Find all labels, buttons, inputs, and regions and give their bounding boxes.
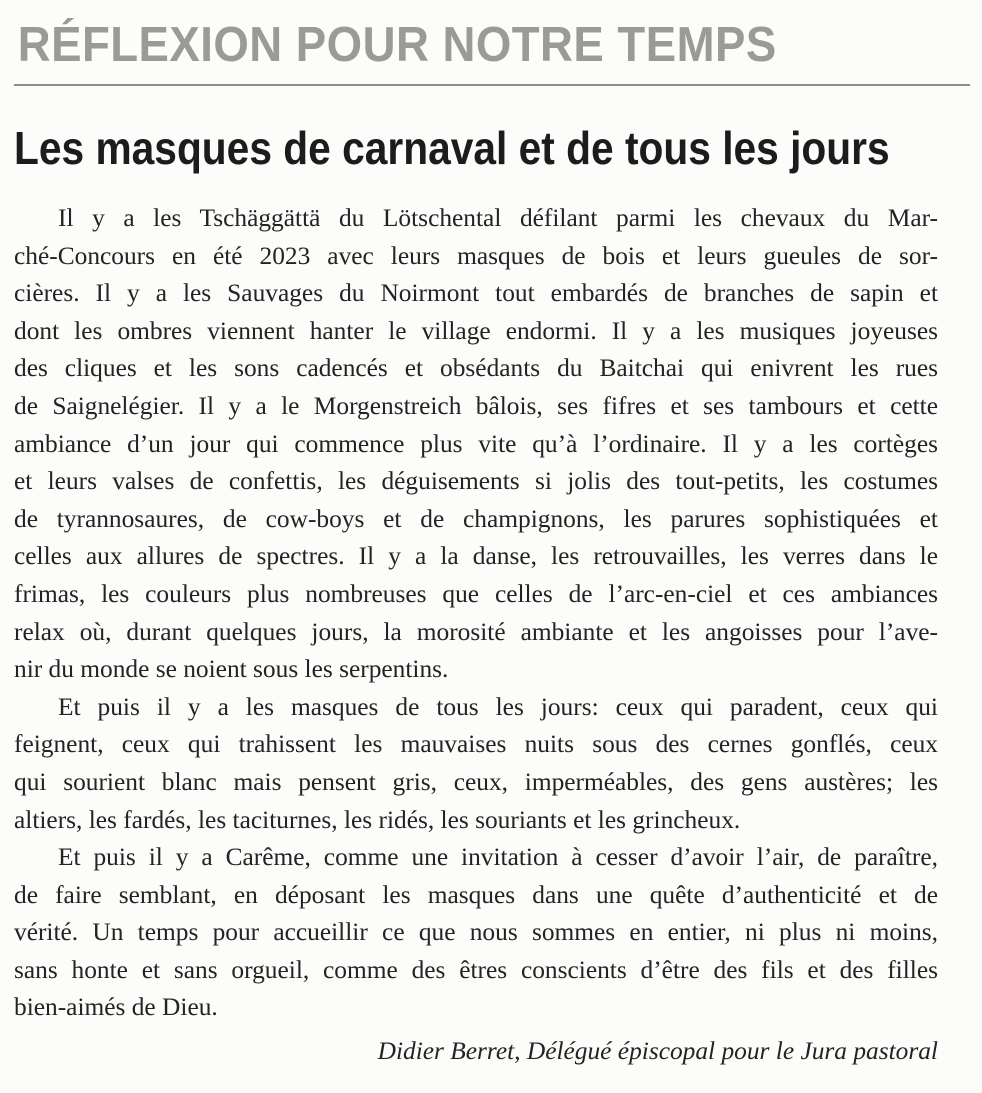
section-rubric: RÉFLEXION POUR NOTRE TEMPS <box>17 18 777 72</box>
rubric-divider <box>14 84 970 86</box>
text-line: feignent, ceux qui trahissent les mauvaises nuits sous des cernes gonflés, ceux <box>14 730 938 759</box>
text-line: de tyrannosaures, de cow-boys et de champignons, les parures sophistiquées et <box>14 504 938 533</box>
text-line: bien-aimés de Dieu. <box>14 993 218 1022</box>
text-line: nir du monde se noient sous les serpentins. <box>14 655 449 684</box>
text-line: Et puis il y a les masques de tous les jours: ceux qui paradent, ceux qui <box>58 692 938 721</box>
article-headline: Les masques de carnaval et de tous les jours <box>14 122 890 174</box>
paragraph-1 <box>14 200 938 689</box>
text-line: Il y a les Tschäggättä du Lötschental défilant parmi les chevaux du Mar- <box>58 204 938 232</box>
text-line: qui sourient blanc mais pensent gris, ceux, imperméables, des gens austères; les <box>14 767 938 796</box>
text-line: ambiance d’un jour qui commence plus vite qu’à l’ordinaire. Il y a les cortèges <box>14 429 938 458</box>
text-line: altiers, les fardés, les taciturnes, les ridés, les souriants et les grincheux. <box>14 805 741 834</box>
text-line: celles aux allures de spectres. Il y a la danse, les retrouvailles, les verres dans le <box>14 542 938 571</box>
article-body <box>14 200 938 1027</box>
text-line: relax où, durant quelques jours, la morosité ambiante et les angoisses pour l’ave- <box>14 617 938 646</box>
text-line: vérité. Un temps pour accueillir ce que nous sommes en entier, ni plus ni moins, <box>14 918 938 947</box>
text-line: dont les ombres viennent hanter le village endormi. Il y a les musiques joyeuses <box>14 316 938 345</box>
text-line: ché-Concours en été 2023 avec leurs masques de bois et leurs gueules de sor- <box>14 241 938 270</box>
paragraph-2 <box>14 689 938 839</box>
paragraph-3 <box>14 839 938 1027</box>
text-line: cières. Il y a les Sauvages du Noirmont tout embardés de branches de sapin et <box>14 279 938 308</box>
text-line: et leurs valses de confettis, les déguisements si jolis des tout-petits, les costumes <box>14 467 938 496</box>
text-line: sans honte et sans orgueil, comme des êtres conscients d’être des fils et des filles <box>14 955 938 984</box>
author-signature: Didier Berret, Délégué épiscopal pour le Jura pastoral <box>377 1037 938 1066</box>
text-line: de Saignelégier. Il y a le Morgenstreich bâlois, ses fifres et ses tambours et cette <box>14 391 938 420</box>
text-line: frimas, les couleurs plus nombreuses que celles de l’arc-en-ciel et ces ambiances <box>14 579 938 608</box>
text-line: des cliques et les sons cadencés et obsédants du Baitchai qui enivrent les rues <box>14 354 938 383</box>
text-line: de faire semblant, en déposant les masques dans une quête d’authenticité et de <box>14 880 938 909</box>
text-line: Et puis il y a Carême, comme une invitation à cesser d’avoir l’air, de paraître, <box>58 843 938 872</box>
